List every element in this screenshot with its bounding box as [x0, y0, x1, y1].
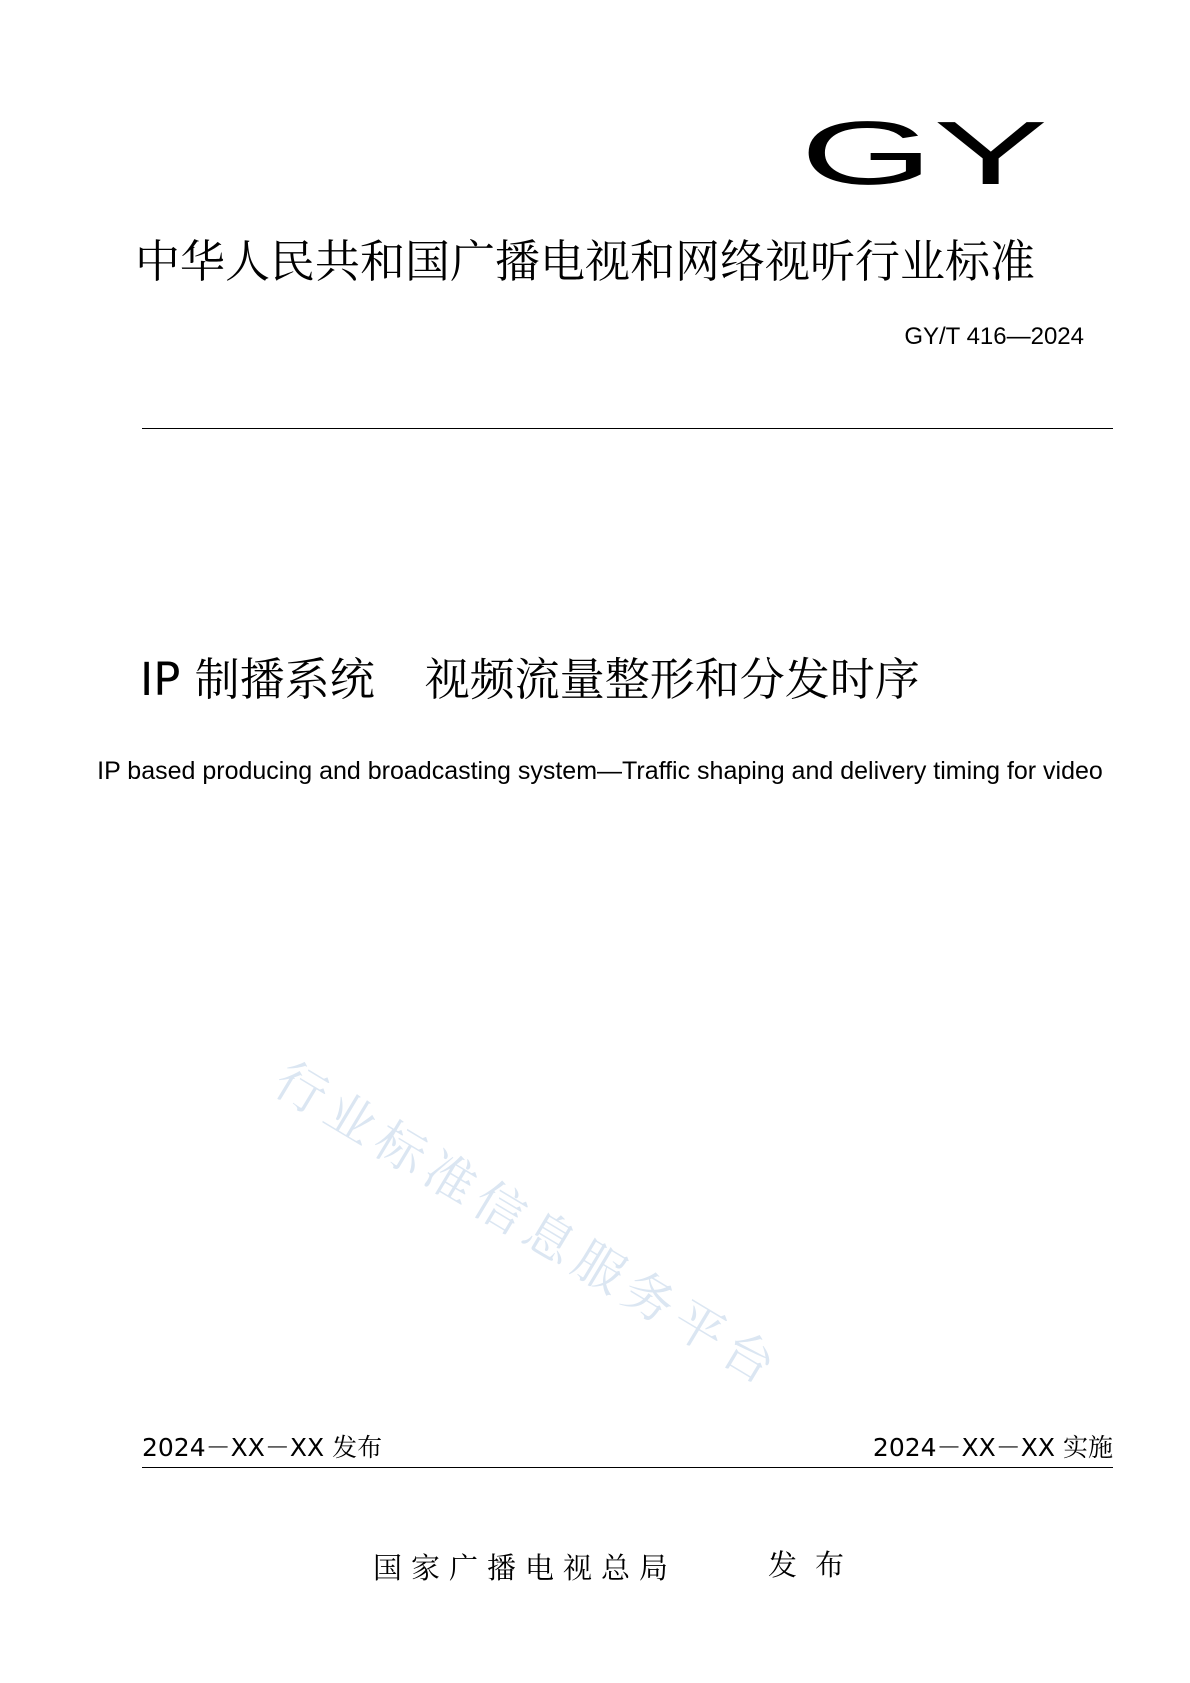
standard-code: GY/T 416—2024: [904, 323, 1084, 350]
header-divider: [142, 428, 1113, 429]
document-title-cn-part2: 视频流量整形和分发时序: [424, 653, 920, 706]
publisher: 国家广播电视总局: [373, 1551, 678, 1585]
date-divider: [142, 1467, 1113, 1468]
standard-category-title: 中华人民共和国广播电视和网络视听行业标准: [135, 235, 1036, 288]
gy-logo: [800, 112, 1050, 192]
watermark: 行业标准信息服务平台: [264, 1050, 792, 1400]
implement-date: 2024－XX－XX 实施: [872, 1433, 1113, 1462]
publish-label: 发布: [768, 1548, 863, 1582]
document-title-cn: [140, 650, 1070, 710]
gy-logo-text: GY: [800, 112, 1048, 192]
document-title-cn-part1: IP 制播系统: [140, 653, 375, 706]
issue-date: 2024－XX－XX 发布: [142, 1433, 383, 1462]
document-title-en: IP based producing and broadcasting system—Traffic shaping and delivery timing for video: [97, 757, 1103, 785]
